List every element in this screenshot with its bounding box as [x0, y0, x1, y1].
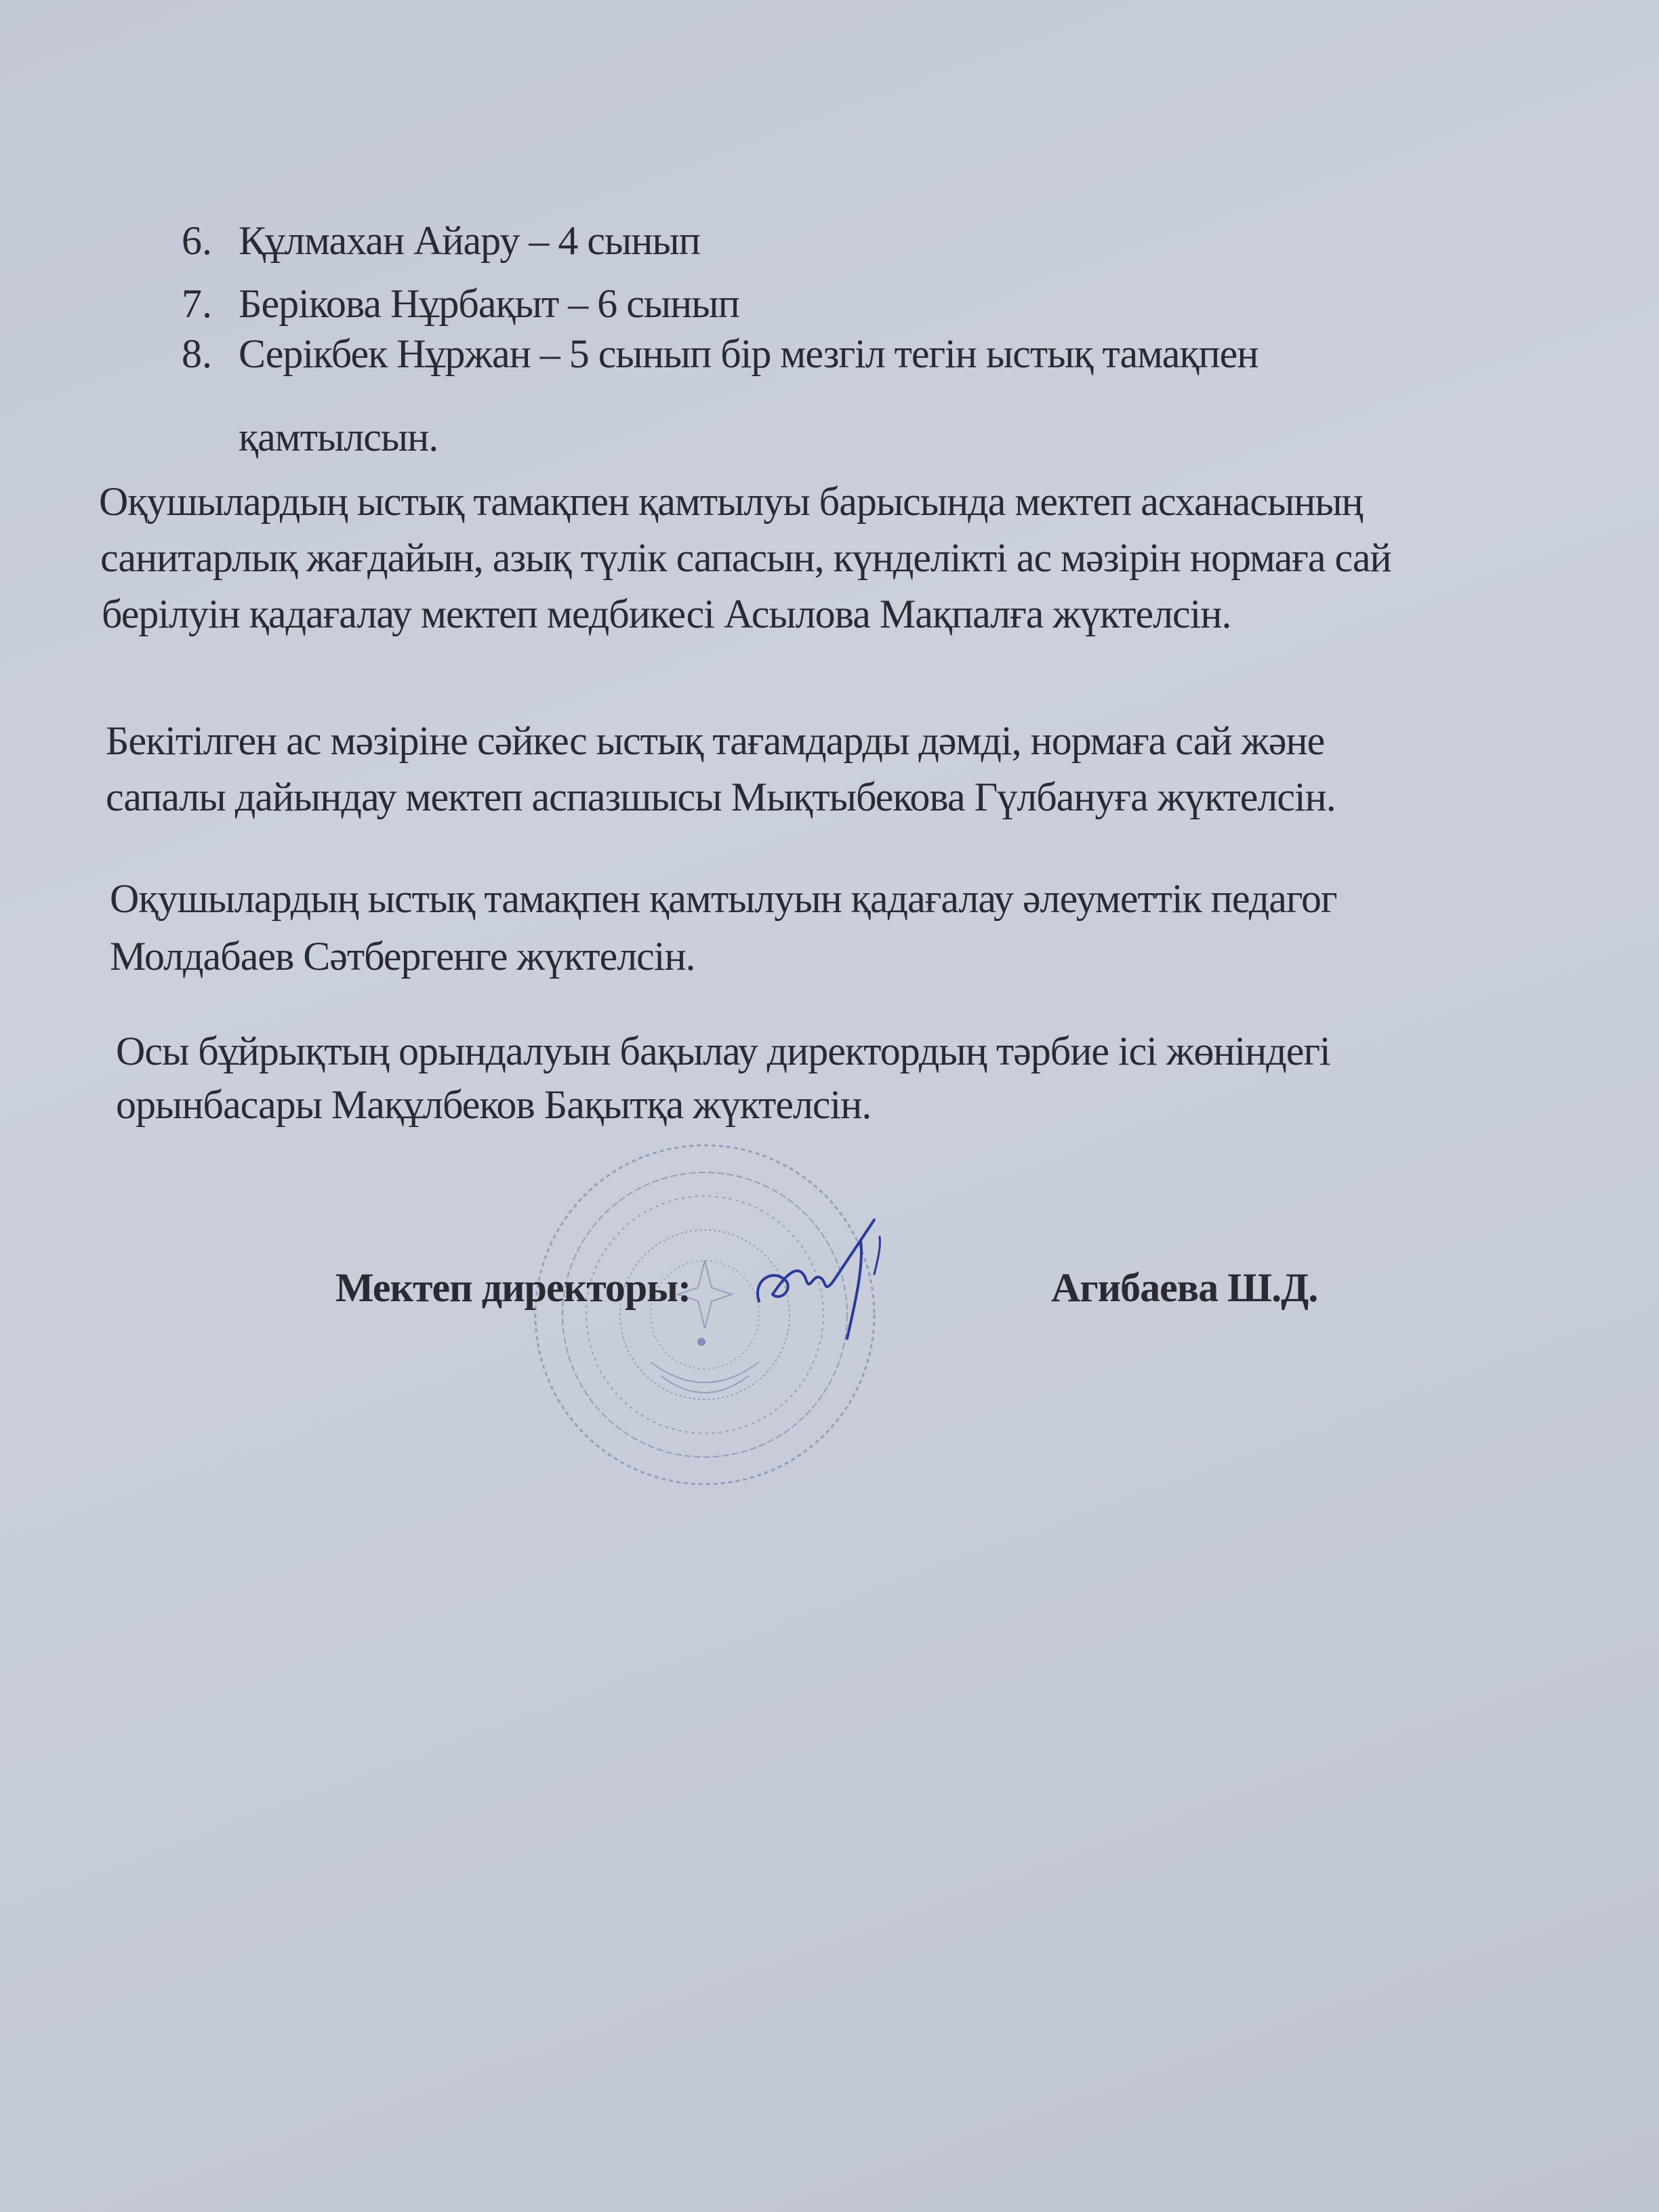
- paragraph-line: Бекітілген ас мәзіріне сәйкес ыстық тағамдарды дәмді, нормаға сай және: [106, 718, 1325, 763]
- list-item: Серікбек Нұржан – 5 сынып бір мезгіл тегін ыстық тамақпен: [239, 331, 1258, 376]
- list-number: 6.: [182, 218, 212, 263]
- list-number: 7.: [182, 281, 212, 326]
- list-item: Берікова Нұрбақыт – 6 сынып: [239, 281, 739, 326]
- list-item: Құлмахан Айару – 4 сынып: [239, 218, 700, 263]
- handwritten-signature: [745, 1200, 908, 1362]
- director-name: Агибаева Ш.Д.: [1051, 1265, 1318, 1310]
- paragraph-line: санитарлық жағдайын, азық түлік сапасын, күнделікті ас мәзірін нормаға сай: [100, 535, 1391, 580]
- paragraph-line: сапалы дайындау мектеп аспазшысы Мықтыбекова Гүлбануға жүктелсін.: [106, 775, 1336, 819]
- paragraph-line: берілуін қадағалау мектеп медбикесі Асылова Мақпалға жүктелсін.: [102, 592, 1231, 636]
- paragraph-line: Осы бұйрықтың орындалуын бақылау директордың тәрбие ісі жөніндегі: [116, 1029, 1330, 1073]
- list-item-continuation: қамтылсын.: [239, 415, 438, 459]
- list-number: 8.: [182, 331, 212, 376]
- paragraph-line: Молдабаев Сәтбергенге жүктелсін.: [110, 934, 695, 979]
- paragraph-line: Оқушылардың ыстық тамақпен қамтылуын қадағалау әлеуметтік педагог: [110, 876, 1337, 921]
- paragraph-line: орынбасары Мақұлбеков Бақытқа жүктелсін.: [116, 1082, 872, 1127]
- paragraph-line: Оқушылардың ыстық тамақпен қамтылуы барысында мектеп асханасының: [99, 479, 1363, 524]
- signature-role: Мектеп директоры:: [335, 1265, 691, 1310]
